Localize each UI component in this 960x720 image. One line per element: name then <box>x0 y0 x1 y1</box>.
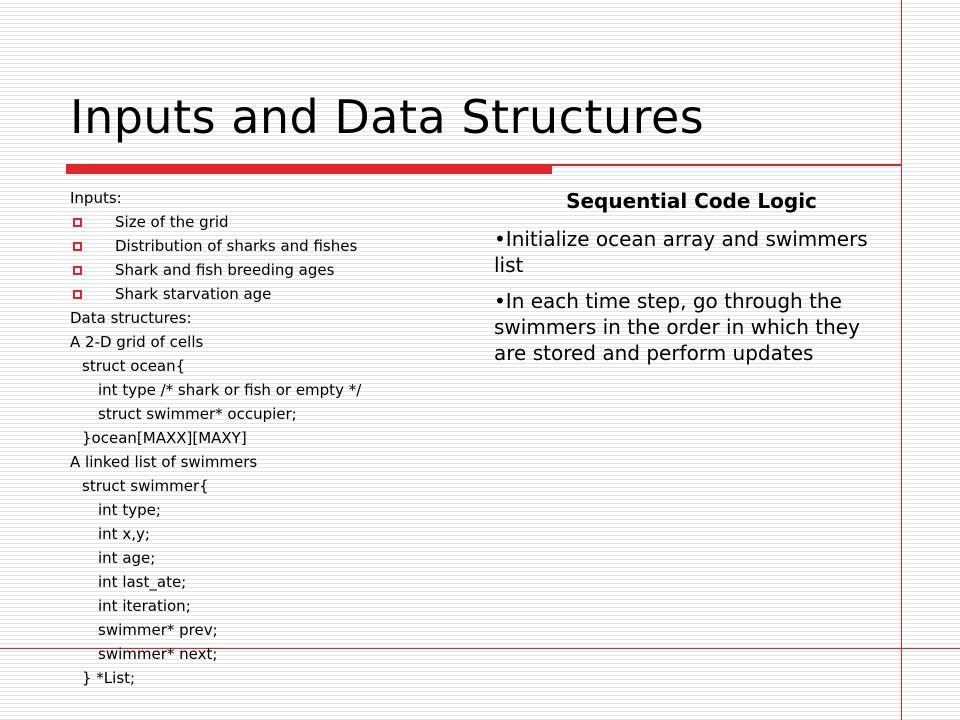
square-bullet-icon <box>73 242 82 251</box>
input-item-text: Shark starvation age <box>115 285 272 303</box>
inputs-label: Inputs: <box>70 189 122 207</box>
code-line: swimmer* prev; <box>98 621 218 639</box>
code-line: struct ocean{ <box>82 357 186 375</box>
code-line: swimmer* next; <box>98 645 218 663</box>
code-line: struct swimmer{ <box>82 477 209 495</box>
square-bullet-icon <box>73 290 82 299</box>
input-item <box>70 234 490 258</box>
code-line: struct swimmer* occupier; <box>98 405 297 423</box>
slide-title: Inputs and Data Structures <box>70 90 705 144</box>
input-item <box>70 282 490 306</box>
input-item-text: Distribution of sharks and fishes <box>115 237 358 255</box>
logic-point: •Initialize ocean array and swimmers list <box>494 227 868 277</box>
title-underline-bar <box>66 164 552 174</box>
code-line: int type /* shark or fish or empty */ <box>98 381 362 399</box>
logic-point: •In each time step, go through the swimmers in the order in which they are stored and perform updates <box>494 289 860 365</box>
input-item-text: Shark and fish breeding ages <box>115 261 335 279</box>
code-line: int x,y; <box>98 525 150 543</box>
square-bullet-icon <box>73 266 82 275</box>
code-line: int last_ate; <box>98 573 187 591</box>
square-bullet-icon <box>73 218 82 227</box>
input-item <box>70 258 490 282</box>
left-column <box>70 186 490 690</box>
input-item <box>70 210 490 234</box>
code-line: int type; <box>98 501 161 519</box>
title-underline-thin <box>552 164 902 166</box>
right-column <box>494 186 889 376</box>
code-line: int age; <box>98 549 156 567</box>
list-label: A linked list of swimmers <box>70 453 258 471</box>
data-structures-label: Data structures: <box>70 309 192 327</box>
grid-label: A 2-D grid of cells <box>70 333 204 351</box>
code-line: }ocean[MAXX][MAXY] <box>82 429 247 447</box>
right-heading: Sequential Code Logic <box>566 189 817 213</box>
code-line: int iteration; <box>98 597 191 615</box>
frame-vertical-line <box>901 0 902 720</box>
input-item-text: Size of the grid <box>115 213 229 231</box>
code-line: } *List; <box>82 669 136 687</box>
